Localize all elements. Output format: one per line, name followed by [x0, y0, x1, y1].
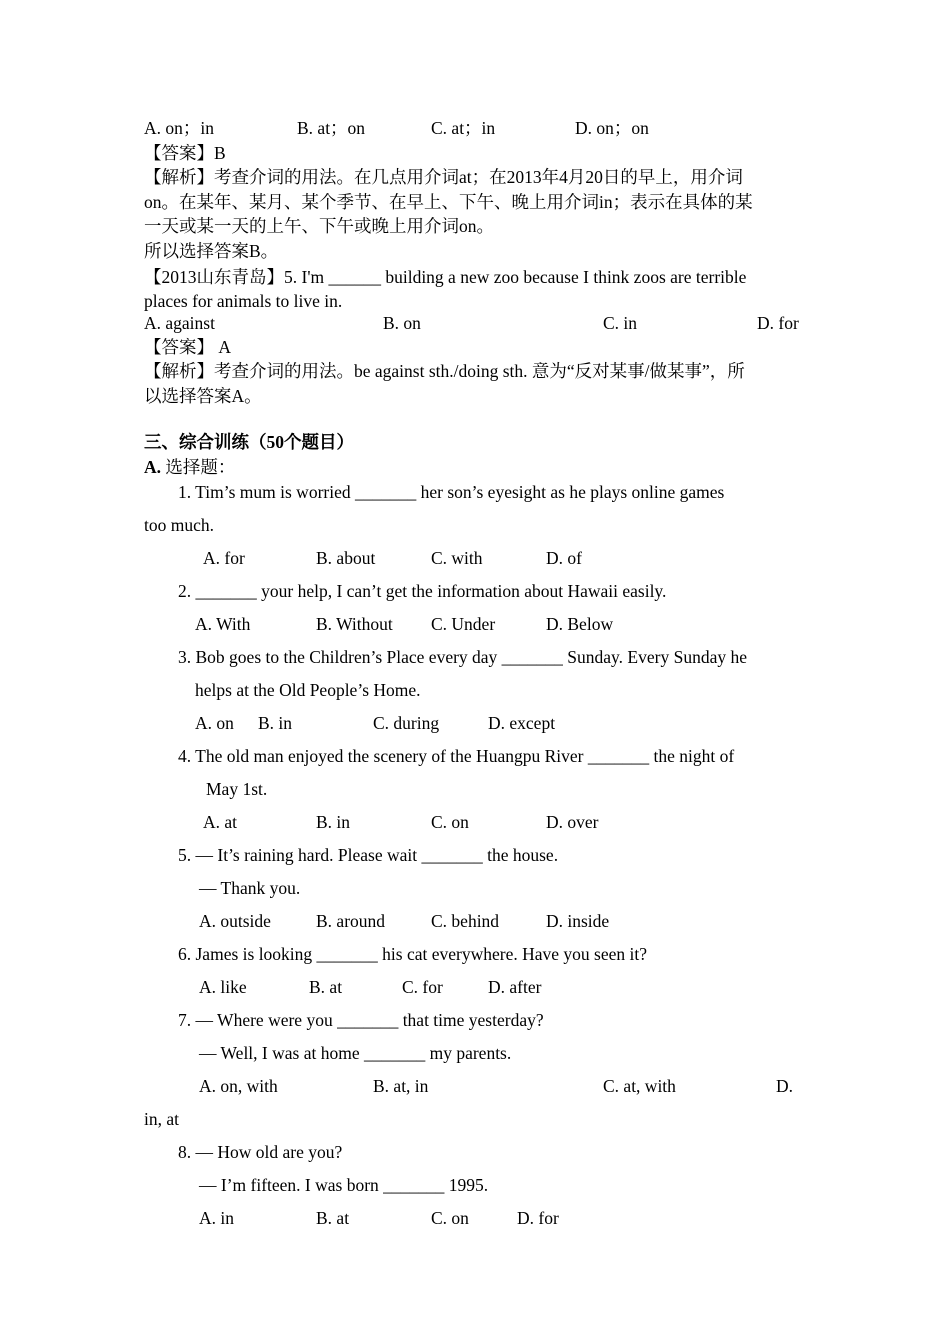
analysis-line: 所以选择答案B。 — [144, 241, 279, 261]
analysis-line: 【解析】考查介词的用法。be against sth./doing sth. 意为“反对某事/做某事”，所 — [144, 361, 745, 381]
option-b: B. at；on — [297, 118, 366, 138]
option-a: A. against — [144, 313, 215, 333]
option-b: B. Without — [316, 614, 393, 634]
question-line: helps at the Old People’s Home. — [195, 680, 421, 700]
answer-label: 【答案】B — [144, 143, 226, 163]
option-a: A. on — [195, 713, 234, 733]
question-line: too much. — [144, 515, 214, 535]
option-d: D. — [776, 1076, 794, 1096]
option-a: A. for — [203, 548, 245, 568]
question-line: May 1st. — [206, 779, 268, 799]
option-b: B. at — [316, 1208, 350, 1228]
option-a: A. like — [199, 977, 247, 997]
question-line: 【2013山东青岛】5. I'm ______ building a new zoo because I think zoos are terrible — [144, 267, 747, 287]
option-d: D. for — [517, 1208, 559, 1228]
option-d: D. except — [488, 713, 556, 733]
option-b: B. about — [316, 548, 376, 568]
analysis-line: 【解析】考查介词的用法。在几点用介词at；在2013年4月20日的早上，用介词 — [144, 167, 743, 187]
analysis-line: on。在某年、某月、某个季节、在早上、下午、晚上用介词in；表示在具体的某 — [144, 192, 753, 212]
option-d: D. Below — [546, 614, 614, 634]
question-line: 7. — Where were you _______ that time yesterday? — [178, 1010, 544, 1030]
option-d: D. of — [546, 548, 582, 568]
question-line: 6. James is looking _______ his cat everywhere. Have you seen it? — [178, 944, 647, 964]
question-line: — Thank you. — [199, 878, 301, 898]
section-title: 三、综合训练（50个题目） — [144, 432, 354, 452]
option-c: C. in — [603, 313, 638, 333]
option-c: C. during — [373, 713, 440, 733]
question-line: — I’m fifteen. I was born _______ 1995. — [199, 1175, 489, 1195]
option-d: D. after — [488, 977, 542, 997]
option-d: D. for — [757, 313, 799, 333]
section-sub-text: 选择题： — [165, 457, 236, 477]
question-line: 4. The old man enjoyed the scenery of the Huangpu River _______ the night of — [178, 746, 735, 766]
option-b: B. at, in — [373, 1076, 429, 1096]
question-line: 5. — It’s raining hard. Please wait _______ the house. — [178, 845, 559, 865]
option-d-continued: in, at — [144, 1109, 179, 1129]
option-c: C. at；in — [431, 118, 496, 138]
answer-label: 【答案】 A — [144, 337, 232, 357]
section-subtitle — [144, 456, 235, 478]
option-a: A. in — [199, 1208, 234, 1228]
option-a: A. outside — [199, 911, 271, 931]
option-d: D. over — [546, 812, 599, 832]
analysis-line: 以选择答案A。 — [144, 386, 262, 406]
question-line: 3. Bob goes to the Children’s Place every day _______ Sunday. Every Sunday he — [178, 647, 747, 667]
option-b: B. around — [316, 911, 386, 931]
option-b: B. at — [309, 977, 343, 997]
option-a: A. on；in — [144, 118, 214, 138]
option-b: B. in — [258, 713, 293, 733]
option-a: A. With — [195, 614, 251, 634]
option-c: C. with — [431, 548, 483, 568]
option-d: D. inside — [546, 911, 610, 931]
option-c: C. for — [402, 977, 443, 997]
question-line: — Well, I was at home _______ my parents. — [199, 1043, 512, 1063]
question-line: 8. — How old are you? — [178, 1142, 343, 1162]
option-c: C. Under — [431, 614, 496, 634]
option-c: C. behind — [431, 911, 500, 931]
option-c: C. on — [431, 812, 469, 832]
section-sub-letter: A. — [144, 457, 162, 477]
question-line: 1. Tim’s mum is worried _______ her son’s eyesight as he plays online games — [178, 482, 725, 502]
option-a: A. on, with — [199, 1076, 278, 1096]
question-line: 2. _______ your help, I can’t get the information about Hawaii easily. — [178, 581, 667, 601]
analysis-line: 一天或某一天的上午、下午或晚上用介词on。 — [144, 216, 494, 236]
option-c: C. on — [431, 1208, 469, 1228]
option-b: B. on — [383, 313, 421, 333]
option-a: A. at — [203, 812, 238, 832]
option-c: C. at, with — [603, 1076, 676, 1096]
option-d: D. on；on — [575, 118, 649, 138]
option-b: B. in — [316, 812, 351, 832]
question-line: places for animals to live in. — [144, 291, 343, 311]
